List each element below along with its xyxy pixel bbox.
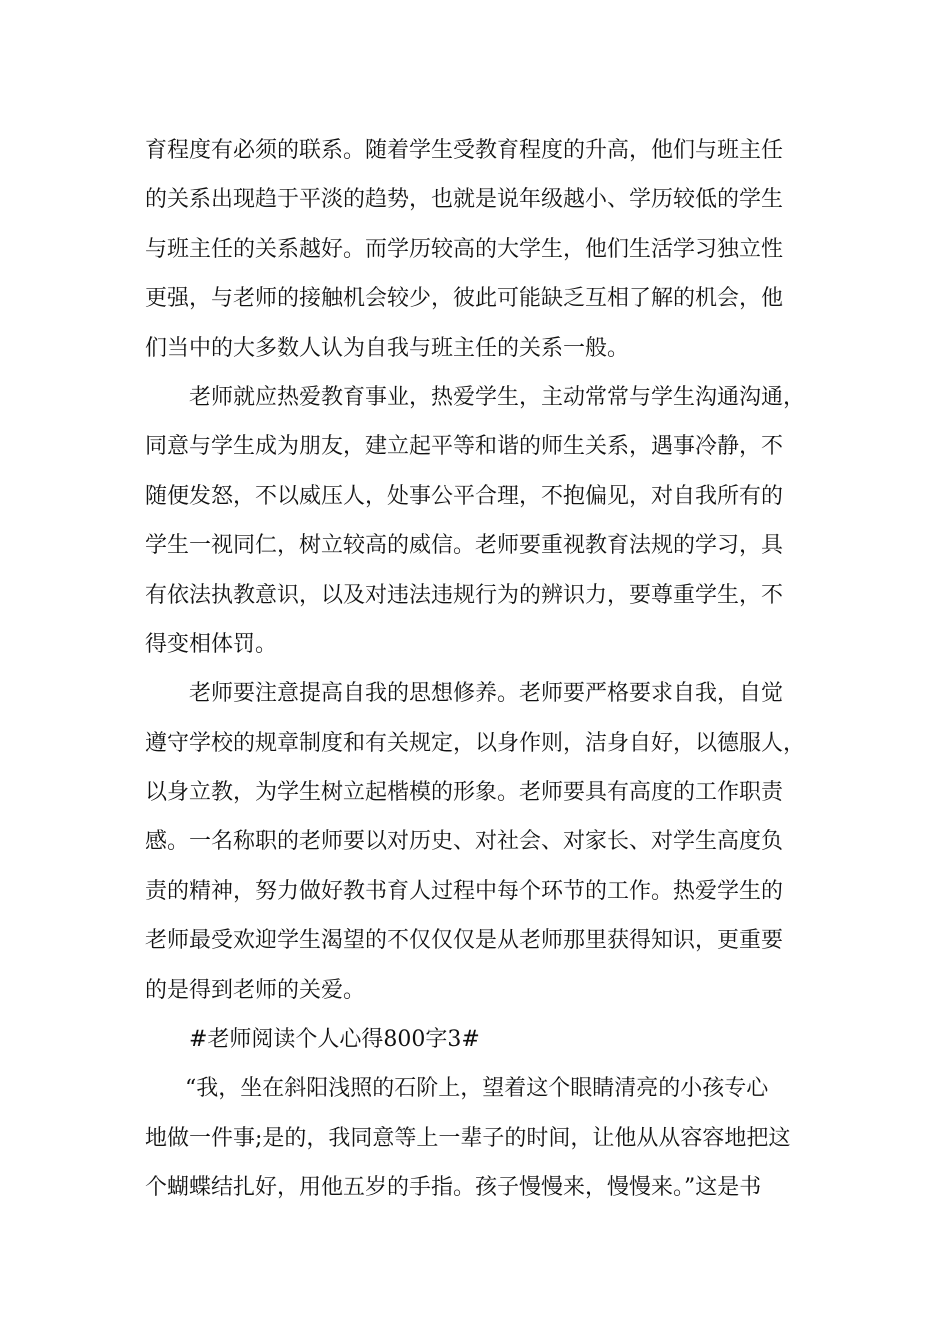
paragraph-4-line: 地做一件事;是的，我同意等上一辈子的时间，让他从从容容地把这 <box>145 1125 791 1151</box>
paragraph-2-line: 老师就应热爱教育事业，热爱学生，主动常常与学生沟通沟通， <box>189 384 806 410</box>
paragraph-2-line: 同意与学生成为朋友，建立起平等和谐的师生关系，遇事冷静，不 <box>145 434 784 460</box>
paragraph-3-line: 感。一名称职的老师要以对历史、对社会、对家长、对学生高度负 <box>145 829 784 855</box>
paragraph-2-line: 得变相体罚。 <box>145 631 278 657</box>
paragraph-1-line: 与班主任的关系越好。而学历较高的大学生，他们生活学习独立性 <box>145 236 784 262</box>
paragraph-3-line: 以身立教，为学生树立起楷模的形象。老师要具有高度的工作职责 <box>145 780 784 806</box>
paragraph-3-line: 老师最受欢迎学生渴望的不仅仅仅是从老师那里获得知识，更重要 <box>145 928 784 954</box>
paragraph-3-line: 遵守学校的规章制度和有关规定，以身作则，洁身自好，以德服人， <box>145 730 806 756</box>
paragraph-1-line: 更强，与老师的接触机会较少，彼此可能缺乏互相了解的机会，他 <box>145 286 784 312</box>
paragraph-1-line: 的关系出现趋于平淡的趋势，也就是说年级越小、学历较低的学生 <box>145 187 784 213</box>
paragraph-4-line: 个蝴蝶结扎好，用他五岁的手指。孩子慢慢来，慢慢来。”这是书 <box>145 1175 762 1201</box>
paragraph-1-line: 育程度有必须的联系。随着学生受教育程度的升高，他们与班主任 <box>145 138 784 163</box>
paragraph-4-line: “我，坐在斜阳浅照的石阶上，望着这个眼睛清亮的小孩专心 <box>185 1076 769 1102</box>
paragraph-2-line: 有依法执教意识，以及对违法违规行为的辨识力，要尊重学生，不 <box>145 582 784 608</box>
paragraph-2-line: 学生一视同仁，树立较高的威信。老师要重视教育法规的学习，具 <box>145 533 784 559</box>
paragraph-3-line: 的是得到老师的关爱。 <box>145 977 366 1003</box>
paragraph-3-line: 老师要注意提高自我的思想修养。老师要严格要求自我，自觉 <box>189 681 784 707</box>
section-heading: #老师阅读个人心得800字3# <box>189 1027 480 1053</box>
paragraph-2-line: 随便发怒，不以威压人，处事公平合理，不抱偏见，对自我所有的 <box>145 483 784 509</box>
document-body <box>145 126 825 1213</box>
paragraph-1-line: 们当中的大多数人认为自我与班主任的关系一般。 <box>145 335 630 361</box>
paragraph-3-line: 责的精神，努力做好教书育人过程中每个环节的工作。热爱学生的 <box>145 878 784 904</box>
